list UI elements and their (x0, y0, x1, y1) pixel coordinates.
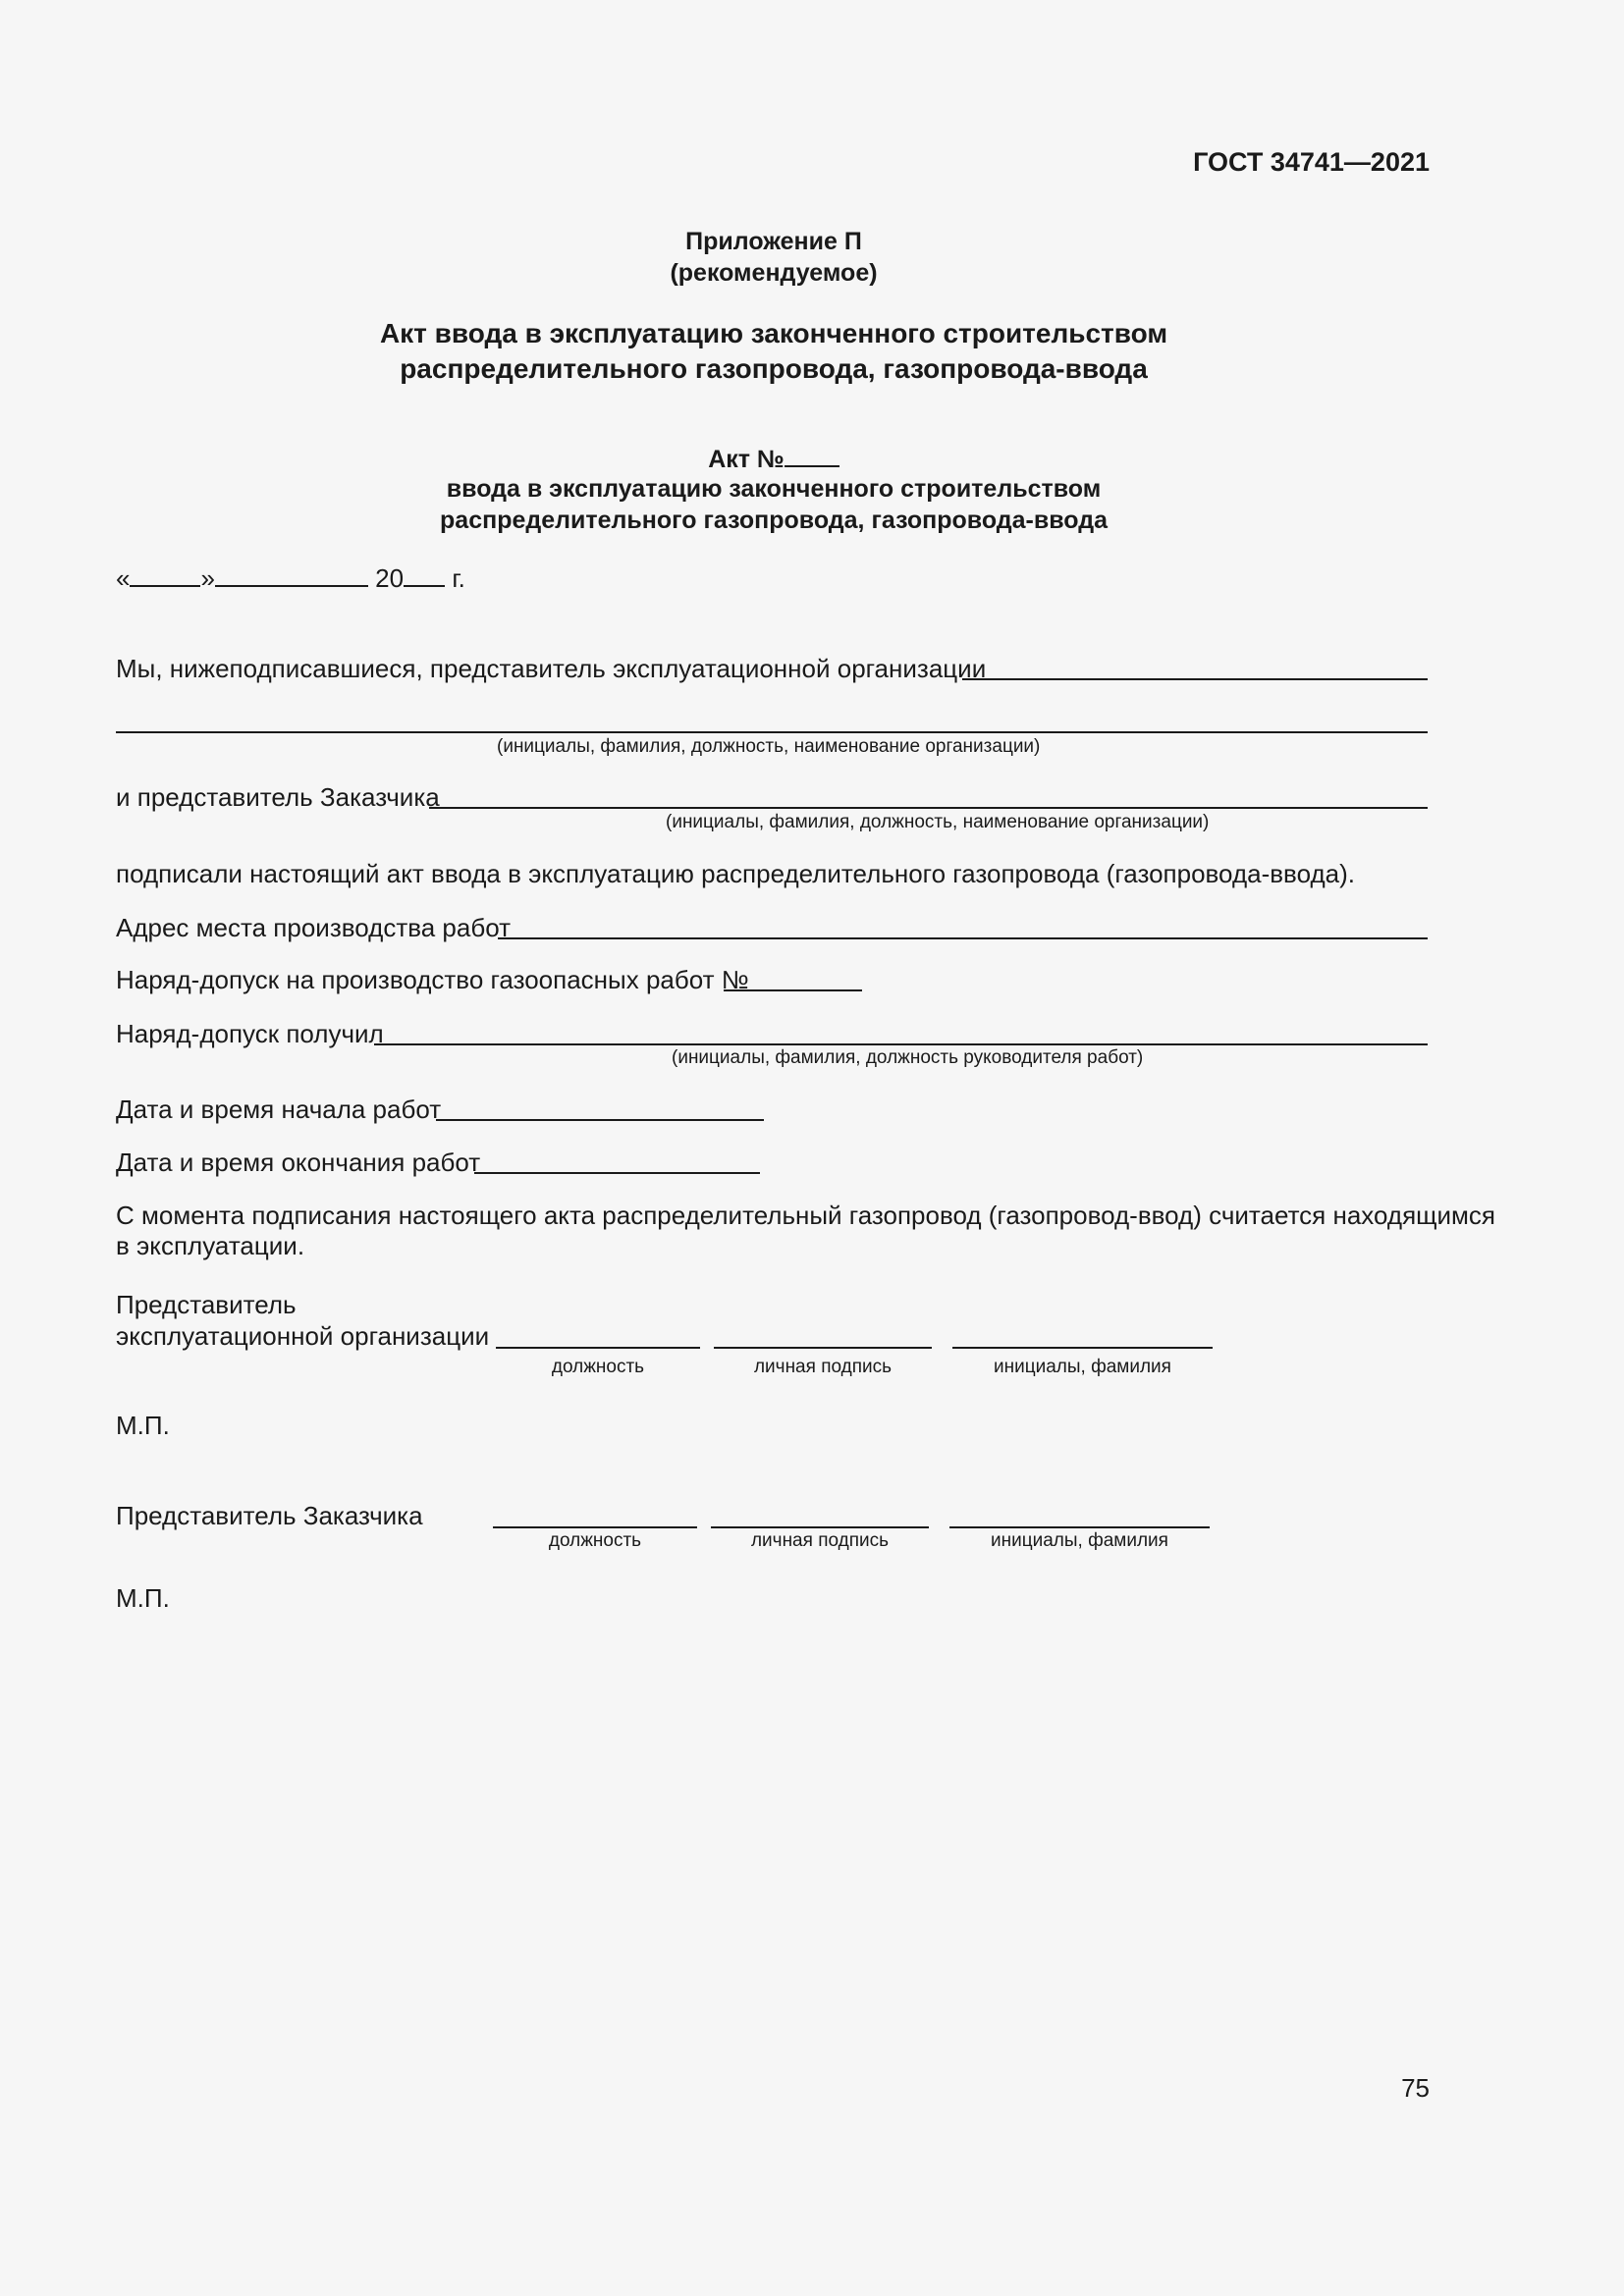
signed-text: подписали настоящий акт ввода в эксплуатацию распределительного газопровода (газопровода-ввода). (116, 859, 1355, 888)
customer-signature-line[interactable] (711, 1526, 929, 1528)
operator-rep-line-2[interactable] (116, 731, 1428, 733)
operator-initials-caption: инициалы, фамилия (994, 1357, 1171, 1377)
permit-received-hint: (инициалы, фамилия, должность руководителя работ) (672, 1047, 1144, 1068)
customer-position-line[interactable] (493, 1526, 697, 1528)
main-title-line2: распределительного газопровода, газопровода-ввода (400, 353, 1148, 384)
statement-line1: С момента подписания настоящего акта распределительный газопровод (газопровод-ввод) считается находящимся (116, 1201, 1496, 1230)
act-number-heading (116, 442, 1432, 476)
act-heading-line1: ввода в эксплуатацию законченного строительством (446, 475, 1102, 503)
customer-sign-label: Представитель Заказчика (116, 1501, 423, 1530)
end-datetime-line[interactable] (474, 1172, 760, 1174)
date-open-quote: « (116, 563, 131, 593)
customer-rep-label: и представитель Заказчика (116, 782, 440, 812)
operator-signature-caption: личная подпись (753, 1357, 893, 1377)
standard-number: ГОСТ 34741—2021 (1193, 147, 1430, 177)
permit-received-line[interactable] (374, 1043, 1428, 1045)
operator-initials-line[interactable] (952, 1347, 1213, 1349)
date-close-quote: » (200, 563, 215, 593)
operator-sign-label-line1: Представитель (116, 1290, 297, 1319)
operator-signature-line[interactable] (714, 1347, 932, 1349)
year-blank[interactable] (404, 561, 445, 587)
operator-sign-label-line2: эксплуатационной организации (116, 1321, 490, 1351)
permit-label: Наряд-допуск на производство газоопасных работ № (116, 965, 749, 994)
permit-received-label: Наряд-допуск получил (116, 1019, 384, 1048)
customer-signature-caption: личная подпись (750, 1530, 890, 1551)
customer-position-caption: должность (548, 1530, 642, 1551)
start-datetime-label: Дата и время начала работ (116, 1095, 442, 1124)
start-datetime-line[interactable] (436, 1119, 764, 1121)
operator-rep-hint: (инициалы, фамилия, должность, наименование организации) (497, 736, 1041, 757)
operator-rep-label: Мы, нижеподписавшиеся, представитель эксплуатационной организации (116, 654, 987, 683)
operator-position-caption: должность (551, 1357, 645, 1377)
year-prefix: 20 (375, 563, 405, 593)
operator-position-line[interactable] (496, 1347, 700, 1349)
address-line[interactable] (498, 937, 1428, 939)
customer-stamp: М.П. (116, 1583, 170, 1613)
page-number: 75 (1401, 2073, 1430, 2103)
operator-rep-line[interactable] (962, 678, 1428, 680)
permit-number-line[interactable] (724, 989, 862, 991)
day-blank[interactable] (130, 561, 200, 587)
customer-initials-line[interactable] (949, 1526, 1210, 1528)
year-suffix: г. (452, 563, 465, 593)
act-heading-line2: распределительного газопровода, газопровода-ввода (440, 507, 1108, 534)
appendix-type: (рекомендуемое) (670, 259, 878, 287)
act-number-label: Акт № (708, 446, 785, 473)
customer-rep-line[interactable] (429, 807, 1428, 809)
act-number-blank[interactable] (785, 442, 839, 467)
main-title-line1: Акт ввода в эксплуатацию законченного строительством (379, 318, 1168, 348)
operator-stamp: М.П. (116, 1411, 170, 1440)
customer-initials-caption: инициалы, фамилия (991, 1530, 1168, 1551)
address-label: Адрес места производства работ (116, 913, 512, 942)
customer-rep-hint: (инициалы, фамилия, должность, наименование организации) (666, 812, 1210, 832)
appendix-title: Приложение П (685, 228, 862, 255)
month-blank[interactable] (215, 561, 368, 587)
end-datetime-label: Дата и время окончания работ (116, 1148, 481, 1177)
date-line (116, 561, 465, 594)
statement-line2: в эксплуатации. (116, 1231, 305, 1260)
